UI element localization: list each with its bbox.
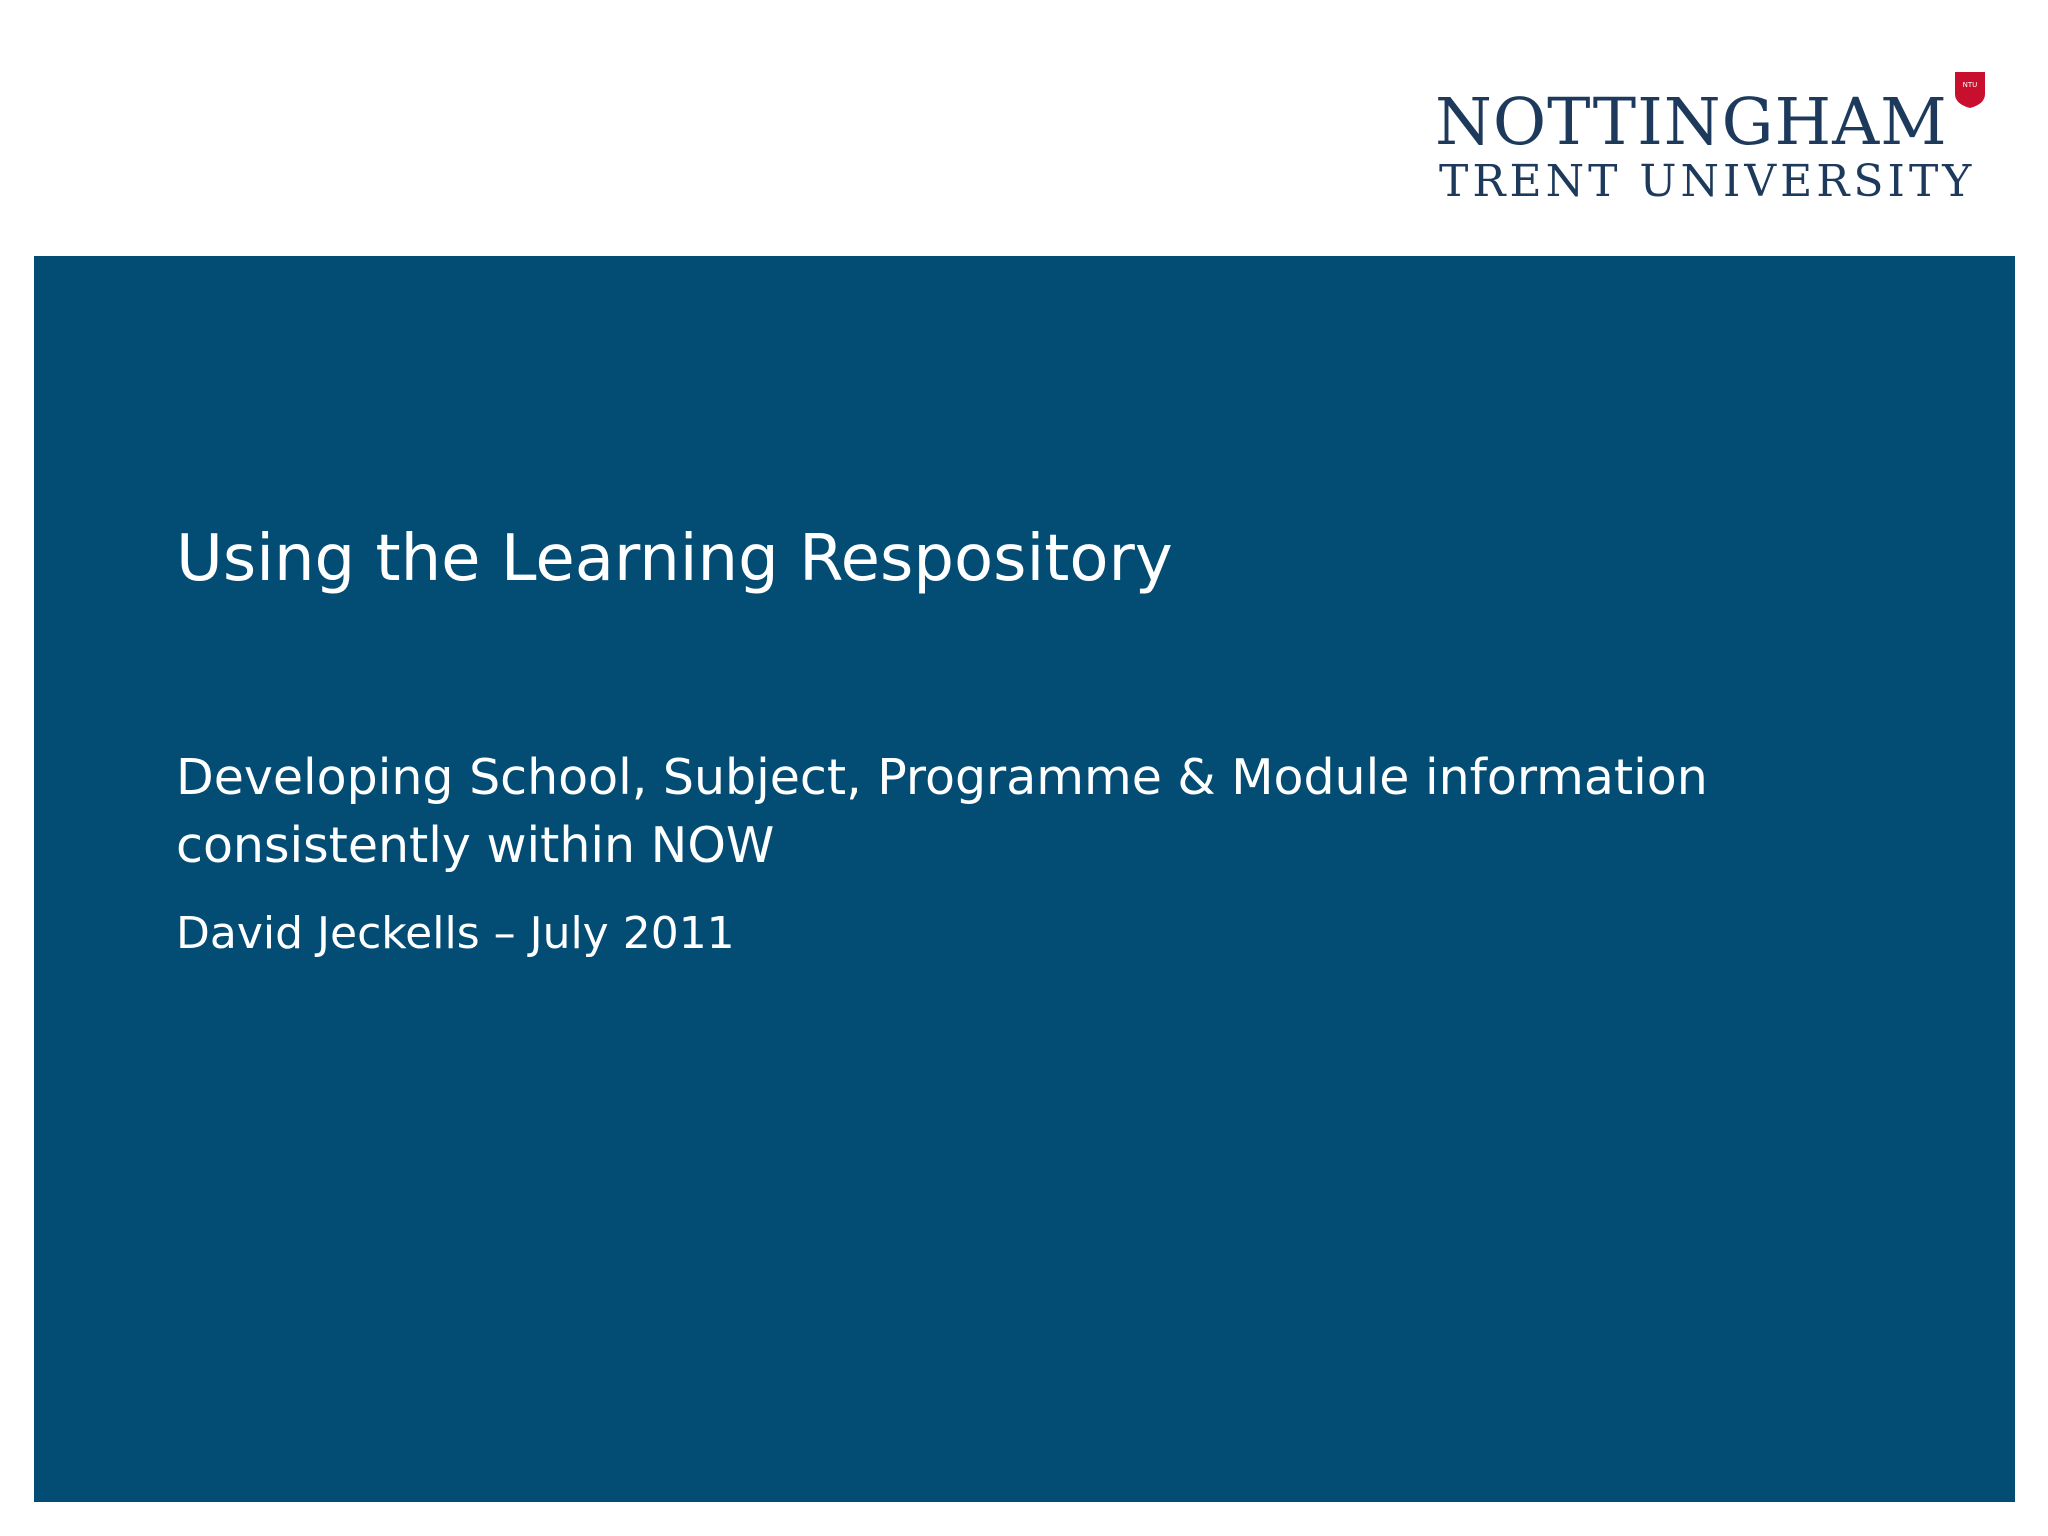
shield-label: NTU xyxy=(1962,81,1978,89)
shield-icon xyxy=(1955,72,1985,108)
title-panel xyxy=(34,256,2015,1502)
slide-subtitle: Developing School, Subject, Programme & Module information consistently within NOW xyxy=(176,749,1708,874)
logo-wordmark-line2: TRENT UNIVERSITY xyxy=(1439,156,1976,207)
slide-title: Using the Learning Respository xyxy=(176,522,1173,596)
university-logo xyxy=(1435,72,1995,232)
logo-wordmark-line1: NOTTINGHAM xyxy=(1435,85,1948,160)
author-date: David Jeckells – July 2011 xyxy=(176,908,735,959)
